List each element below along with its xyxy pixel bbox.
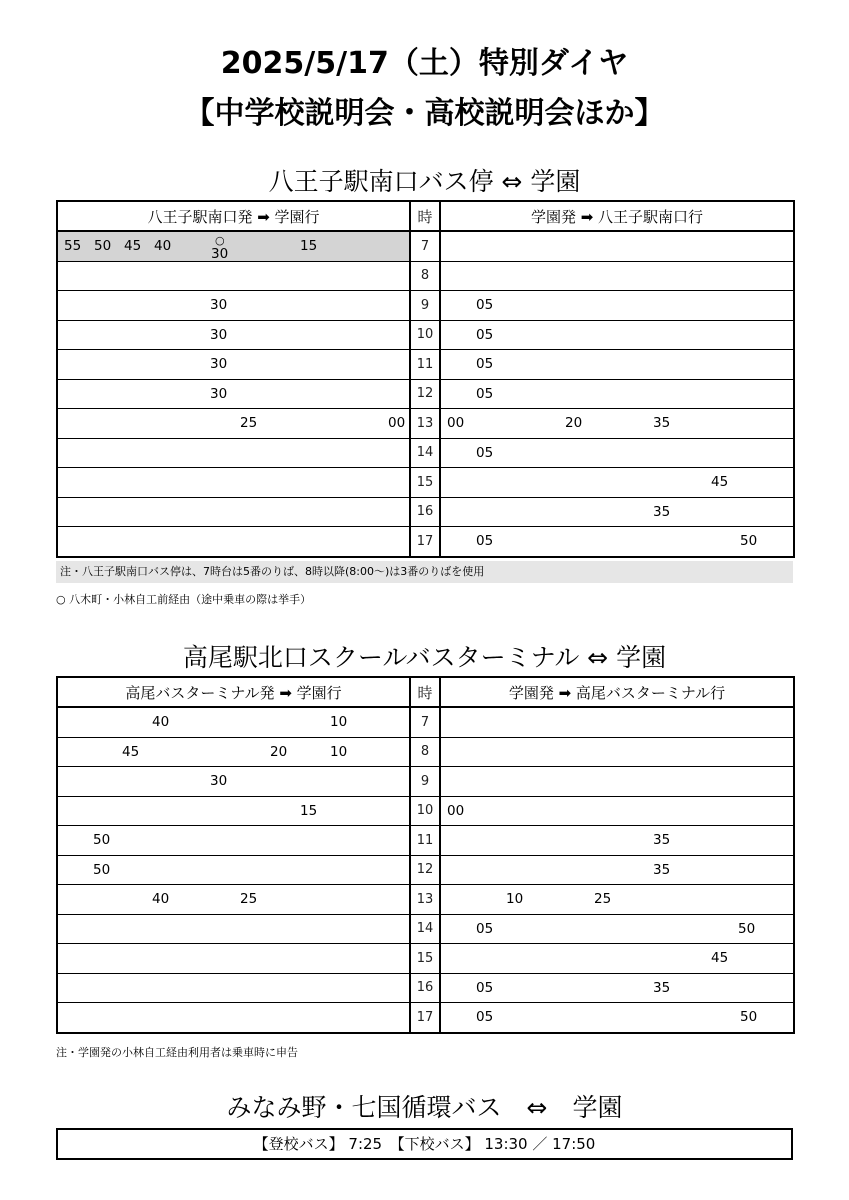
departure-time: 30 [210,297,228,314]
times-to-school [57,826,410,856]
hour-cell: 7 [410,707,440,737]
table-row [57,468,794,498]
hour-cell: 13 [410,885,440,915]
table-row [57,767,794,797]
times-to-school [57,231,410,261]
table-row [57,914,794,944]
departure-time: 20 [270,743,288,760]
hour-cell: 17 [410,1003,440,1033]
hour-cell: 15 [410,944,440,974]
times-to-school [57,914,410,944]
departure-time: 35 [653,979,671,996]
times-to-school [57,737,410,767]
column-header-hour: 時 [410,677,440,707]
departure-time: 40 [154,238,172,255]
times-to-school [57,796,410,826]
times-to-school [57,527,410,557]
timetable-hachioji [56,200,795,558]
departure-time: 35 [653,861,671,878]
table-row [57,320,794,350]
table-row [57,231,794,261]
times-to-school [57,438,410,468]
times-from-school [440,320,794,350]
minamino-schedule: 【登校バス】 7:25 【下校バス】 13:30 ／ 17:50 [56,1128,793,1160]
times-from-school [440,291,794,321]
table-row [57,973,794,1003]
departure-time: 45 [711,474,729,491]
departure-time: 00 [388,415,406,432]
departure-time: 35 [653,415,671,432]
hour-cell: 9 [410,291,440,321]
departure-time: 05 [476,533,494,550]
departure-time: 30 [210,356,228,373]
departure-time: 35 [653,832,671,849]
column-header-from-school: 学園発 ➡ 高尾バスターミナル行 [440,677,794,707]
departure-time: 35 [653,503,671,520]
hour-cell: 8 [410,261,440,291]
times-to-school [57,409,410,439]
hour-cell: 16 [410,973,440,1003]
times-to-school [57,320,410,350]
times-from-school [440,737,794,767]
section-title-takao: 高尾駅北口スクールバスターミナル ⇔ 学園 [182,643,667,672]
departure-time: 30 [211,246,229,262]
timetable-takao [56,676,795,1034]
hour-cell: 10 [410,796,440,826]
table-row [57,707,794,737]
via-yagicho-mark: ○ [215,234,225,247]
hour-cell: 11 [410,350,440,380]
departure-time: 05 [476,920,494,937]
times-from-school [440,826,794,856]
hour-cell: 12 [410,379,440,409]
departure-time: 45 [711,950,729,967]
takao-note: 注・学園発の小林自工経由利用者は乗車時に申告 [56,1046,298,1059]
table-row [57,261,794,291]
times-to-school [57,767,410,797]
departure-time: 05 [476,297,494,314]
table-row [57,527,794,557]
times-from-school [440,527,794,557]
table-row [57,1003,794,1033]
departure-time: 45 [122,743,140,760]
table-row [57,379,794,409]
departure-time: 55 [64,238,82,255]
departure-time: 10 [330,743,348,760]
hour-cell: 17 [410,527,440,557]
column-header-hour: 時 [410,201,440,231]
column-header-from-school: 学園発 ➡ 八王子駅南口行 [440,201,794,231]
times-from-school [440,231,794,261]
departure-time: 05 [476,979,494,996]
departure-time: 30 [210,326,228,343]
departure-time: 50 [738,920,756,937]
column-header-to-school: 高尾バスターミナル発 ➡ 学園行 [57,677,410,707]
departure-time: 30 [210,773,228,790]
times-from-school [440,767,794,797]
departure-time: 00 [447,415,465,432]
departure-time: 50 [93,861,111,878]
times-from-school [440,350,794,380]
hour-cell: 9 [410,767,440,797]
departure-time: 10 [506,891,524,908]
table-row [57,438,794,468]
departure-time: 15 [300,802,318,819]
times-from-school [440,796,794,826]
departure-time: 50 [740,533,758,550]
hour-cell: 16 [410,497,440,527]
column-header-to-school: 八王子駅南口発 ➡ 学園行 [57,201,410,231]
hour-cell: 13 [410,409,440,439]
times-from-school [440,855,794,885]
times-to-school [57,497,410,527]
departure-time: 30 [210,385,228,402]
departure-time: 50 [93,832,111,849]
departure-time: 00 [447,802,465,819]
departure-time: 40 [152,714,170,731]
table-row [57,409,794,439]
hour-cell: 7 [410,231,440,261]
times-from-school [440,944,794,974]
hour-cell: 12 [410,855,440,885]
times-to-school [57,468,410,498]
times-from-school [440,497,794,527]
times-to-school [57,944,410,974]
times-from-school [440,707,794,737]
times-from-school [440,885,794,915]
times-from-school [440,409,794,439]
times-to-school [57,350,410,380]
platform-note: 注・八王子駅南口バス停は、7時台は5番のりば、8時以降(8:00～)は3番のりばを使用 [56,561,793,583]
hour-cell: 10 [410,320,440,350]
hour-cell: 15 [410,468,440,498]
page-title: 2025/5/17（土）特別ダイヤ [220,46,629,81]
route-note: ○ 八木町・小林自工前経由（途中乗車の際は挙手） [56,593,312,606]
table-row [57,855,794,885]
section-title-minamino: みなみ野・七国循環バス ⇔ 学園 [226,1093,623,1122]
departure-time: 05 [476,444,494,461]
departure-time: 05 [476,1009,494,1026]
departure-time: 50 [94,238,112,255]
departure-time: 25 [240,415,258,432]
departure-time: 10 [330,714,348,731]
times-to-school [57,707,410,737]
times-to-school [57,973,410,1003]
section-title-hachioji: 八王子駅南口バス停 ⇔ 学園 [268,167,581,196]
departure-time: 05 [476,356,494,373]
times-to-school [57,261,410,291]
hour-cell: 14 [410,914,440,944]
times-from-school [440,438,794,468]
times-to-school [57,885,410,915]
table-row [57,826,794,856]
table-row [57,737,794,767]
times-from-school [440,914,794,944]
table-row [57,291,794,321]
times-from-school [440,1003,794,1033]
times-from-school [440,261,794,291]
times-from-school [440,973,794,1003]
table-row [57,885,794,915]
times-to-school [57,1003,410,1033]
departure-time: 45 [124,238,142,255]
departure-time: 25 [240,891,258,908]
times-from-school [440,468,794,498]
hour-cell: 14 [410,438,440,468]
departure-time: 05 [476,385,494,402]
departure-time: 25 [594,891,612,908]
table-row [57,350,794,380]
table-row [57,497,794,527]
times-to-school [57,291,410,321]
times-to-school [57,855,410,885]
times-to-school [57,379,410,409]
table-row [57,944,794,974]
hour-cell: 11 [410,826,440,856]
table-row [57,796,794,826]
departure-time: 20 [565,415,583,432]
departure-time: 15 [300,238,318,255]
page-subtitle: 【中学校説明会・高校説明会ほか】 [184,96,665,131]
hour-cell: 8 [410,737,440,767]
times-from-school [440,379,794,409]
departure-time: 05 [476,326,494,343]
departure-time: 50 [740,1009,758,1026]
departure-time: 40 [152,891,170,908]
